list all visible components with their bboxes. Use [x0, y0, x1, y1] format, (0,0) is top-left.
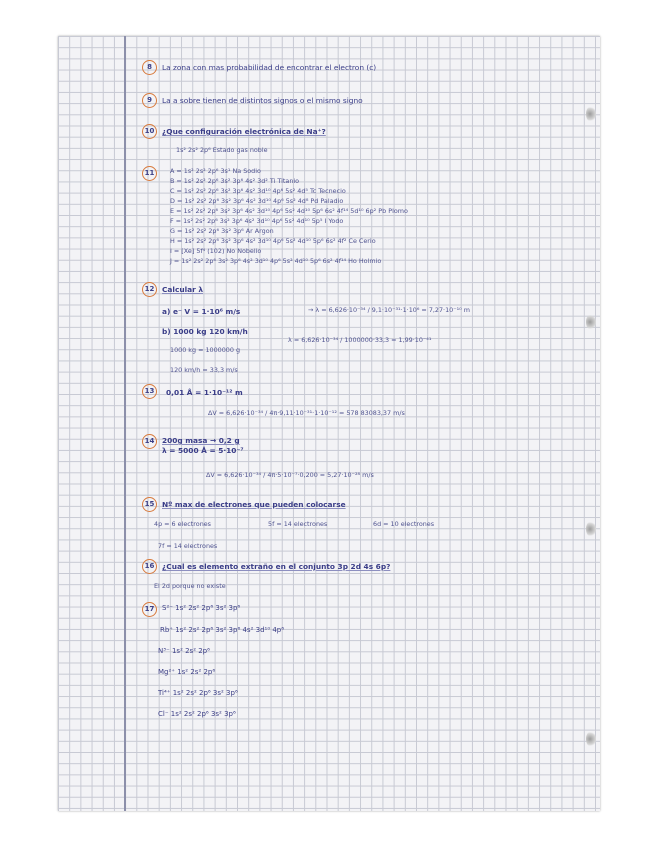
- ion-config: Mg²⁺ 1s² 2s² 2p⁶: [158, 668, 216, 676]
- calc-text: ΔV = 6,626·10⁻³⁴ / 4π·5·10⁻⁷·0,200 = 5,27·10⁻²⁸ m/s: [206, 471, 374, 479]
- margin-line: [124, 36, 126, 811]
- calc-text: 1000 kg = 1000000 g: [170, 346, 241, 354]
- calc-text: ΔV = 6,626·10⁻³⁴ / 4π·9,11·10⁻³¹·1·10⁻¹² = 578 83083,37 m/s: [208, 409, 405, 417]
- question-text: 200g masa → 0,2 g: [162, 436, 240, 445]
- answer-text: El 2d porque no existe: [154, 582, 226, 590]
- config-line: H = 1s² 2s² 2p⁶ 3s² 3p⁶ 4s² 3d¹⁰ 4p⁶ 5s² 4d¹⁰ 5p⁶ 6s² 4f² Ce Cerio: [170, 237, 376, 245]
- answer-text: 1s² 2s² 2p⁶ Estado gas noble: [176, 146, 268, 154]
- config-line: E = 1s² 2s² 2p⁶ 3s² 3p⁶ 4s² 3d¹⁰ 4p⁶ 5s² 4d¹⁰ 5p⁶ 6s² 4f¹⁴ 5d¹⁰ 6p² Pb Plomo: [170, 207, 408, 215]
- calc-text: λ = 6,626·10⁻³⁴ / 1000000·33,3 = 1,99·10⁻⁴¹: [288, 336, 432, 344]
- question-number: 11: [142, 166, 157, 181]
- config-line: I = [Xe] 5f⁴ (102) No Nobelio: [170, 247, 262, 255]
- question-text: La zona con mas probabilidad de encontrar el electron (c): [162, 63, 377, 72]
- ion-config: N³⁻ 1s² 2s² 2p⁶: [158, 647, 210, 655]
- config-line: G = 1s² 2s² 2p⁶ 3s² 3p⁶ Ar Argon: [170, 227, 274, 235]
- question-number: 14: [142, 434, 157, 449]
- ion-config: Rb⁺ 1s² 2s² 2p⁶ 3s² 3p⁶ 4s² 3d¹⁰ 4p⁶: [160, 626, 285, 634]
- calc-text: 120 km/h = 33,3 m/s: [170, 366, 238, 374]
- ion-config: S²⁻ 1s² 2s² 2p⁶ 3s² 3p⁶: [162, 604, 241, 612]
- calc-label: a) e⁻ V = 1·10⁶ m/s: [162, 307, 241, 316]
- config-line: B = 1s² 2s² 2p⁶ 3s² 3p⁶ 4s² 3d² Ti Titanio: [170, 177, 300, 185]
- config-line: D = 1s² 2s² 2p⁶ 3s² 3p⁶ 4s² 3d¹⁰ 4p⁶ 5s² 4d⁸ Pd Paladio: [170, 197, 344, 205]
- question-number: 9: [142, 93, 157, 108]
- ion-config: Cl⁻ 1s² 2s² 2p⁶ 3s² 3p⁶: [158, 710, 236, 718]
- punch-hole: [586, 106, 596, 122]
- question-number: 17: [142, 602, 157, 617]
- config-line: A = 1s² 2s² 2p⁶ 3s¹ Na Sodio: [170, 167, 261, 175]
- question-number: 10: [142, 124, 157, 139]
- question-text: Nº max de electrones que pueden colocarse: [162, 500, 346, 509]
- question-number: 8: [142, 60, 157, 75]
- question-text: Calcular λ: [162, 285, 204, 294]
- answer-text: 7f = 14 electrones: [158, 542, 218, 550]
- question-text: La a sobre tienen de distintos signos o el mismo signo: [162, 96, 363, 105]
- question-text: ¿Cual es elemento extraño en el conjunto 3p 2d 4s 6p?: [162, 562, 391, 571]
- calc-label: b) 1000 kg 120 km/h: [162, 327, 248, 336]
- question-number: 13: [142, 384, 157, 399]
- config-line: F = 1s² 2s² 2p⁶ 3s² 3p⁶ 4s² 3d¹⁰ 4p⁶ 5s² 4d¹⁰ 5p⁵ I Yodo: [170, 217, 344, 225]
- config-line: C = 1s² 2s² 2p⁶ 3s² 3p⁶ 4s² 3d¹⁰ 4p⁶ 5s² 4d⁵ Tc Tecnecio: [170, 187, 346, 195]
- ion-config: Ti⁴⁺ 1s² 2s² 2p⁶ 3s² 3p⁶: [158, 689, 238, 697]
- question-text: 0,01 Å = 1·10⁻¹² m: [166, 388, 243, 397]
- calc-label: λ = 5000 Å = 5·10⁻⁷: [162, 446, 244, 455]
- punch-hole: [586, 731, 596, 747]
- question-number: 15: [142, 497, 157, 512]
- answer-text: 4p = 6 electrones: [154, 520, 212, 528]
- punch-hole: [586, 521, 596, 537]
- notebook-page: [58, 36, 600, 811]
- answer-text: 6d = 10 electrones: [373, 520, 435, 528]
- config-line: J = 1s² 2s² 2p⁶ 3s² 3p⁶ 4s² 3d¹⁰ 4p⁶ 5s² 4d¹⁰ 5p⁶ 6s² 4f¹⁴ Ho Holmio: [170, 257, 382, 265]
- question-number: 12: [142, 282, 157, 297]
- calc-text: → λ = 6,626·10⁻³⁴ / 9,1·10⁻³¹·1·10⁶ = 7,27·10⁻¹⁰ m: [308, 306, 470, 314]
- question-text: ¿Que configuración electrónica de Na⁺?: [162, 127, 326, 136]
- punch-hole: [586, 314, 596, 330]
- question-number: 16: [142, 559, 157, 574]
- answer-text: 5f = 14 electrones: [268, 520, 328, 528]
